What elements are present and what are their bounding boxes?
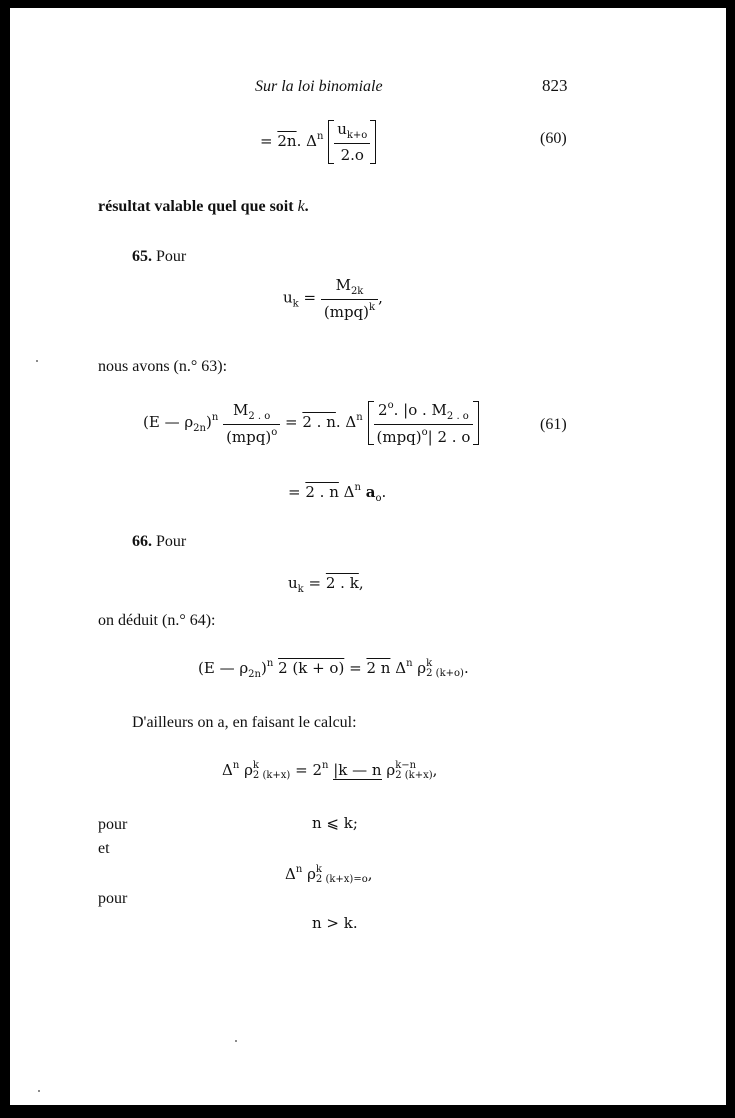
delta-sup: n [406, 658, 413, 669]
inner-num-sub: 2 . o [446, 411, 469, 422]
delta: Δ [222, 761, 233, 779]
a: a [365, 483, 376, 501]
fraction [334, 120, 370, 164]
cond-expr-1: n ⩽ k; [312, 814, 358, 832]
rho2-sub: 2 (k+x) [395, 770, 433, 781]
inner-num: 2 [378, 401, 388, 419]
inner-num-sup: o [387, 400, 394, 411]
a-sub: o [375, 493, 382, 504]
delta: Δ [285, 865, 296, 883]
numerator: u [337, 120, 347, 138]
fraction [223, 401, 280, 446]
inner-den-rest: | 2 . o [427, 428, 471, 446]
cond-label-pour-1: pour [98, 816, 128, 833]
denominator-sup: k [369, 302, 376, 313]
period: . [381, 483, 387, 501]
paragraph-dailleurs: D'ailleurs on a, en faisant le calcul: [132, 714, 357, 731]
denominator: 2.o [334, 143, 370, 164]
delta: Δ [343, 483, 355, 501]
lhs: u [288, 574, 298, 592]
rho: ρ [244, 761, 253, 779]
rho-sup: k [252, 760, 259, 771]
comma: , [367, 865, 373, 883]
delta-sup: n [232, 760, 240, 771]
cond-expr-2 [285, 864, 373, 885]
equation-number-61: (61) [540, 416, 567, 433]
var-k: k [297, 198, 305, 215]
numerator: M [233, 400, 249, 419]
eq-sign: = [295, 761, 308, 779]
right-bracket [473, 401, 479, 445]
rho-sup: k [426, 658, 433, 669]
inner-den-sup: o [421, 427, 428, 438]
lhs-close: ) [260, 659, 267, 677]
inner-fraction [374, 400, 474, 446]
two-n: 2n [277, 132, 297, 150]
right-bracket [370, 120, 376, 164]
equation-64-derived [198, 658, 469, 680]
cond-label-pour-2: pour [98, 890, 128, 907]
equation-uk-65 [283, 276, 383, 321]
equation-60 [260, 120, 376, 164]
lhs-sup: n [211, 412, 219, 423]
eq-sign: = [260, 132, 273, 150]
eq-sign: = [285, 413, 298, 431]
delta: Δ [395, 659, 407, 677]
equation-61 [143, 400, 479, 446]
lhs: u [283, 288, 293, 307]
section-number: 66. [132, 533, 152, 550]
delta-sup: n [316, 131, 324, 142]
rho-sub2: 2 (k+o) [426, 668, 464, 679]
paragraph-nous-avons: nous avons (n.° 63): [98, 358, 228, 375]
paragraph-text: résultat valable quel que soit [98, 198, 294, 215]
paragraph-on-deduit: on déduit (n.° 64): [98, 612, 216, 629]
numerator-sub: 2k [350, 286, 364, 297]
eq-sign: = [349, 659, 362, 677]
lhs-open: (E — ρ [143, 413, 194, 431]
scan-speck [235, 1040, 237, 1042]
section-65-heading [132, 248, 186, 266]
comma: , [432, 761, 438, 779]
rho-sub: 2 (k+x) [252, 770, 291, 781]
paragraph-result [98, 198, 309, 216]
eq-sign: = [288, 483, 301, 501]
equation-61-line2 [288, 482, 386, 504]
eq-sign: = [303, 288, 317, 307]
eq-sign: = [308, 574, 322, 592]
two: 2 [312, 761, 323, 779]
section-number: 65. [132, 248, 152, 265]
inner-num-rest: . |o . M [393, 401, 447, 419]
delta-sup: n [356, 412, 363, 423]
equation-calc [222, 760, 437, 781]
lhs-close: ) [205, 413, 212, 431]
delta-sup: n [295, 864, 303, 875]
section-word: Pour [156, 248, 187, 265]
cond-label-et: et [98, 840, 110, 857]
rho2: ρ [386, 761, 396, 779]
section-66-heading [132, 533, 186, 551]
delta: . Δ [296, 132, 317, 150]
rho-sub: 2 (k+x)=o [315, 874, 368, 885]
comma: , [378, 288, 383, 307]
comma: , [358, 574, 364, 592]
period: . [463, 659, 469, 677]
denominator-sup: o [271, 426, 278, 438]
numerator: M [335, 276, 351, 294]
page-number: 823 [542, 76, 568, 95]
factor: 2 (k + o) [278, 659, 345, 677]
rho-sup: k [315, 864, 322, 875]
lhs-sub: k [297, 584, 304, 595]
section-word: Pour [156, 533, 187, 550]
cond-expr-3: n > k. [312, 914, 358, 932]
running-header-title: Sur la loi binomiale [255, 78, 383, 95]
rho: ρ [307, 865, 316, 883]
rhs: 2 . k [325, 574, 359, 592]
delta: . Δ [335, 413, 357, 431]
numerator-sub: k+o [346, 130, 368, 141]
delta-sup: n [354, 482, 361, 493]
two-n: 2 . n [305, 483, 339, 501]
lhs-sup: n [266, 658, 274, 669]
lhs-sub: k [292, 298, 299, 310]
bar-part: |k — n [333, 761, 382, 779]
two-n: 2 n [366, 659, 391, 677]
numerator-sub: 2 . o [248, 410, 271, 422]
fraction [321, 276, 378, 321]
equation-uk-66 [288, 574, 364, 595]
rho-sub: 2n [248, 669, 261, 680]
scan-speck [36, 360, 38, 362]
denominator: (mpq) [226, 427, 272, 446]
two-n: 2 . n [302, 413, 336, 431]
scan-speck [38, 1090, 40, 1092]
equation-number-60: (60) [540, 130, 567, 147]
lhs-open: (E — ρ [198, 659, 249, 677]
period: . [304, 198, 309, 215]
rho: ρ [417, 659, 427, 677]
page [10, 8, 726, 1105]
rho-sub: 2n [193, 423, 206, 434]
denominator: (mpq) [323, 303, 370, 321]
rho2-sup: k−n [395, 760, 417, 771]
inner-den: (mpq) [376, 428, 422, 446]
two-sup: n [322, 760, 329, 771]
